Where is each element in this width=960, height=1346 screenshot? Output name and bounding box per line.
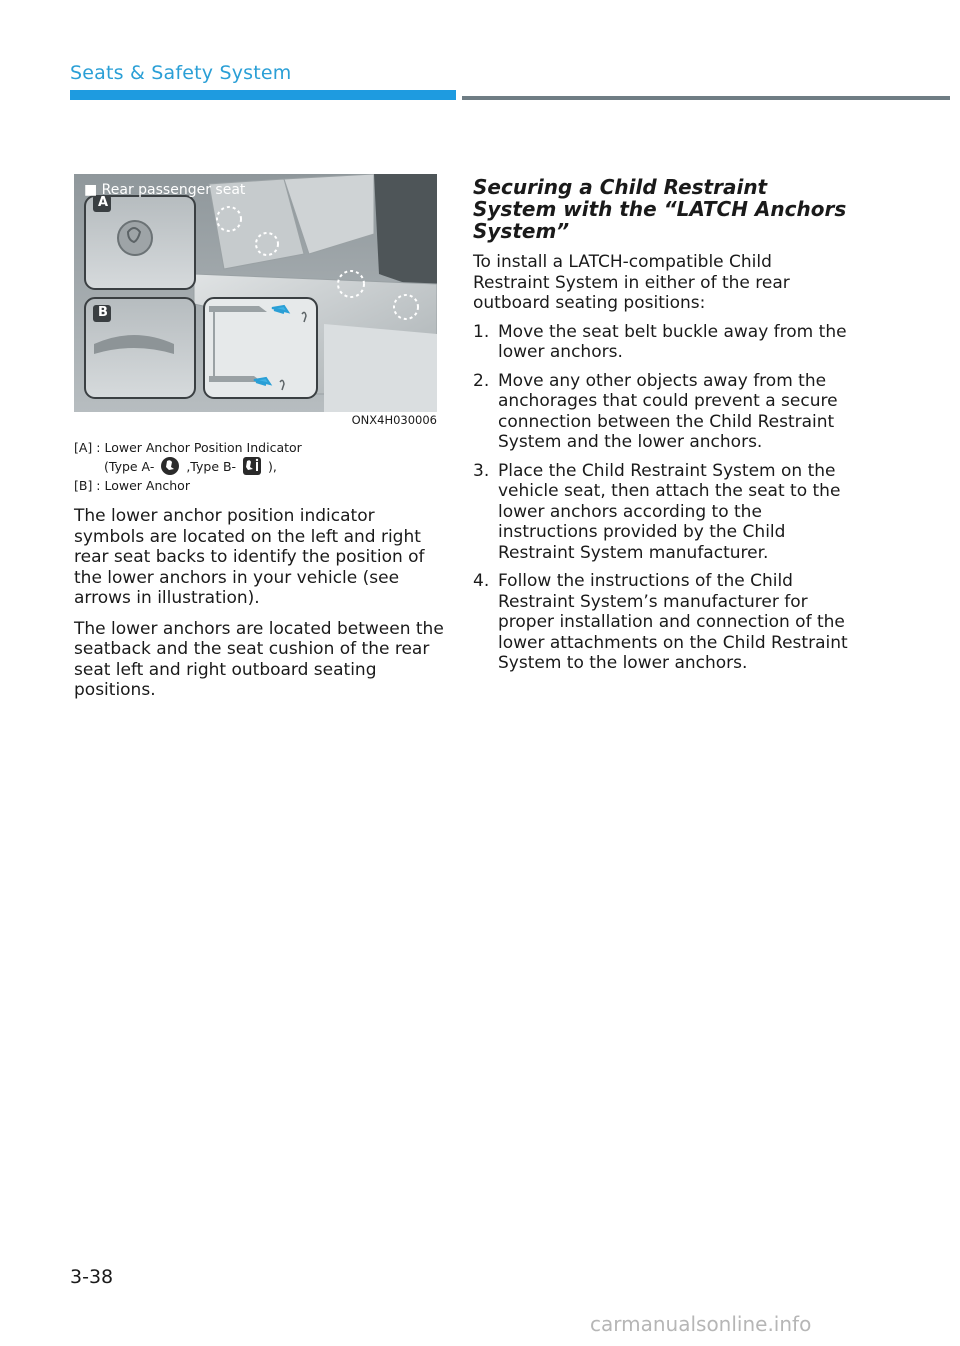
legend-b-line: [B] : Lower Anchor [74, 478, 190, 493]
list-item [473, 461, 853, 564]
rear-seat-illustration [74, 174, 437, 424]
figure-code: ONX4H030006 [74, 412, 437, 428]
step-text: Follow the instructions of the Child Restraint System’s manufacturer for proper installation and connection of the lower attachments on the Child Restraint System to the lower anchors. [498, 571, 848, 673]
child-seat-square-icon [242, 456, 262, 476]
list-item [473, 322, 853, 363]
figure-caption-label: ■ Rear passenger seat [84, 182, 246, 198]
latch-heading: Securing a Child Restraint System with the “LATCH Anchors System” [473, 175, 847, 243]
rear-seat-drawing [74, 174, 437, 424]
header-rule [462, 96, 950, 100]
section-title: Seats & Safety System [70, 62, 292, 84]
legend-type-a: (Type A- [104, 459, 155, 474]
step-text: Move the seat belt buckle away from the lower anchors. [498, 321, 847, 362]
list-item [473, 571, 853, 674]
legend-a-line: [A] : Lower Anchor Position Indicator [74, 440, 302, 455]
page-number: 3-38 [70, 1266, 114, 1288]
callout-a: A [97, 195, 109, 210]
paragraph-indicator: The lower anchor position indicator symbols are located on the left and right rear seat backs to identify the position of the lower anchors in your vehicle (see arrows in illustration). [74, 506, 425, 608]
header-rule-accent [70, 90, 456, 100]
legend-row-types [74, 457, 444, 476]
step-text: Move any other objects away from the anchorages that could prevent a secure connection between the Child Restraint System and the lower anchors. [498, 370, 838, 452]
step-number: 3. [473, 460, 490, 481]
step-number: 4. [473, 571, 490, 591]
left-body [74, 506, 444, 711]
step-text: Place the Child Restraint System on the vehicle seat, then attach the seat to the lower anchors according to the instructions provided by the Child Restraint System manufacturer. [498, 460, 841, 563]
step-number: 2. [473, 370, 490, 391]
legend-type-end: ), [268, 459, 277, 474]
latch-intro: To install a LATCH-compatible Child Restraint System in either of the rear outboard seating positions: [473, 252, 790, 313]
callout-b: B [98, 305, 108, 320]
figure-legend [74, 438, 444, 495]
paragraph-anchors: The lower anchors are located between the seatback and the seat cushion of the rear seat left and right outboard seating positions. [74, 618, 444, 700]
latch-steps [473, 322, 853, 674]
list-item [473, 371, 853, 453]
step-number: 1. [473, 321, 490, 342]
watermark-link[interactable]: carmanualsonline.info [590, 1312, 812, 1336]
legend-type-b: ,Type B- [186, 459, 237, 474]
legend-row-a [74, 438, 444, 457]
legend-row-b [74, 476, 444, 495]
right-column [473, 176, 853, 682]
child-seat-round-icon [160, 456, 180, 476]
